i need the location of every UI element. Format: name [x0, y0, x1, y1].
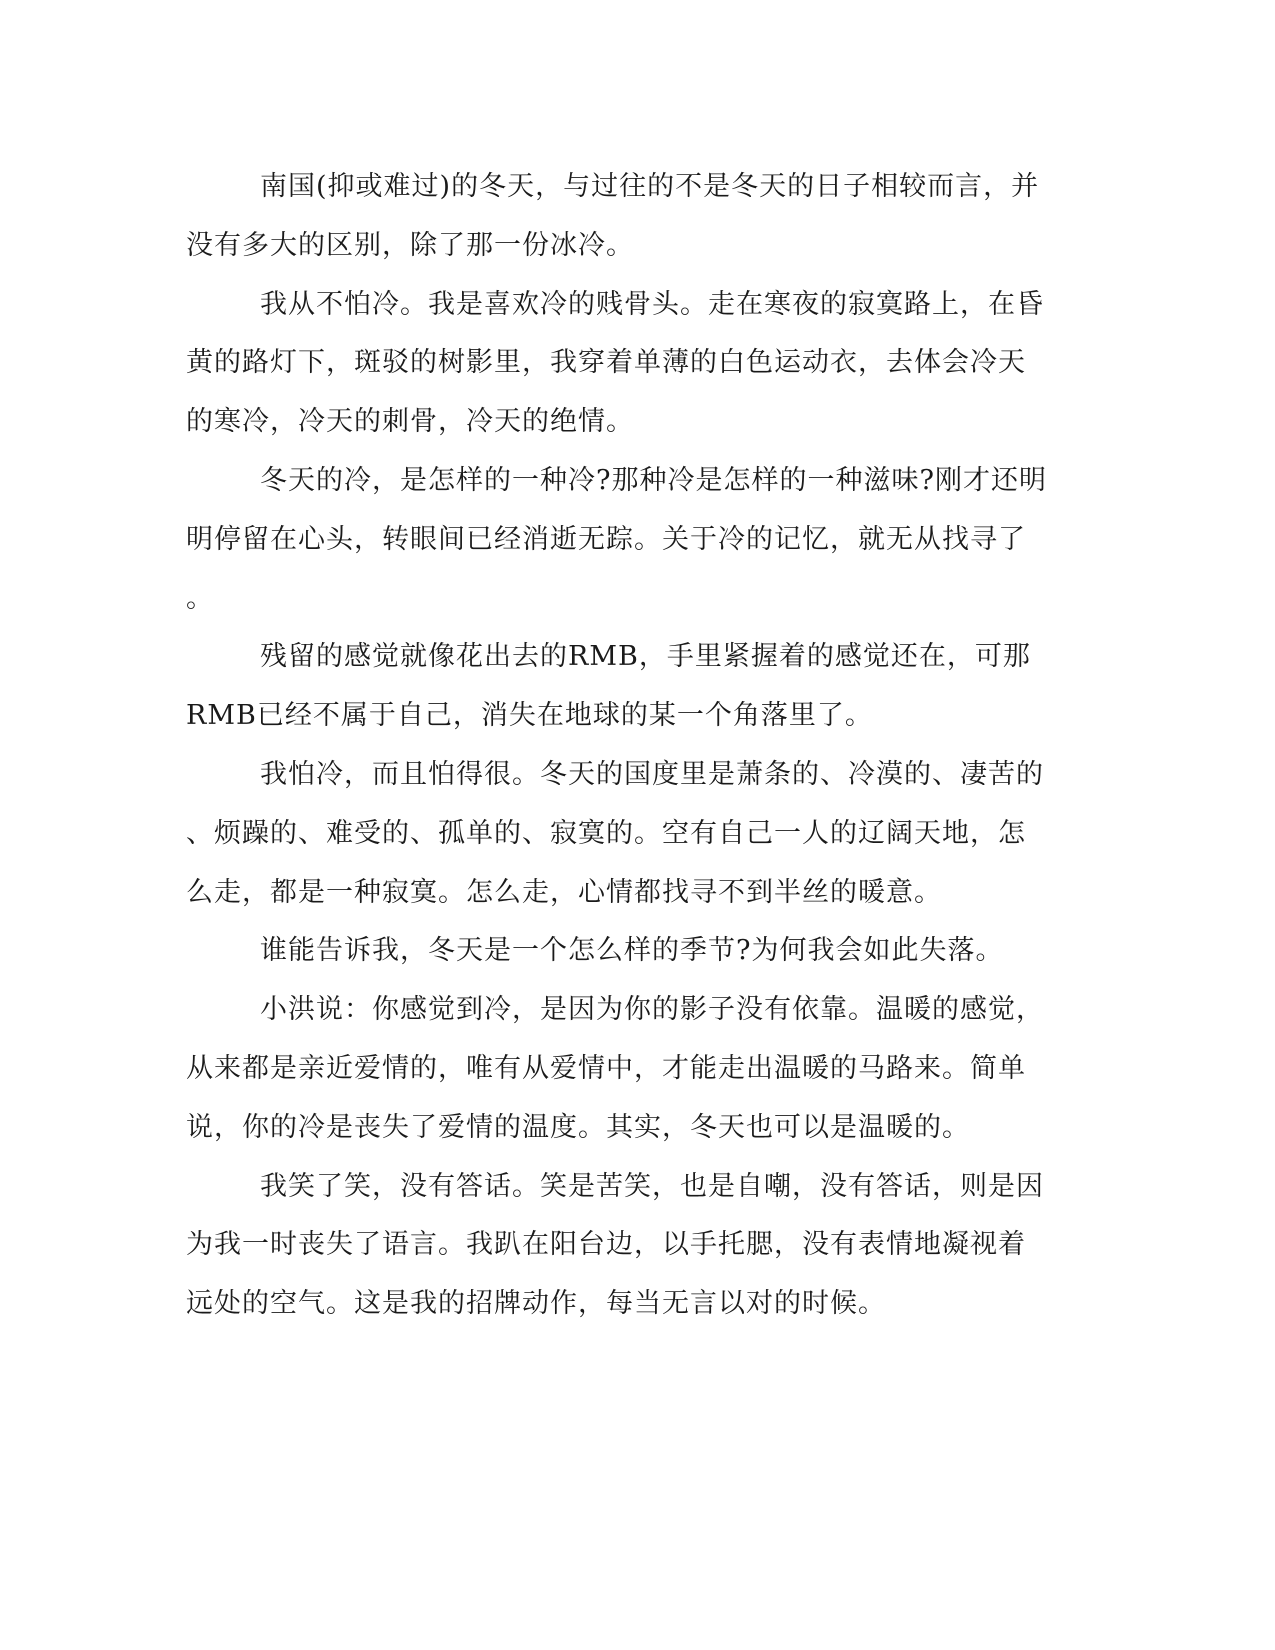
text-line: 南国(抑或难过)的冬天，与过往的不是冬天的日子相较而言，并 — [260, 171, 1040, 202]
text-line: 我笑了笑，没有答话。笑是苦笑，也是自嘲，没有答话，则是因 — [260, 1170, 1044, 1202]
paragraph-7 — [186, 981, 1086, 1157]
text-line: 小洪说：你感觉到冷，是因为你的影子没有依靠。温暖的感觉， — [260, 994, 1044, 1026]
text-line: 没有多大的区别，除了那一份冰冷。 — [186, 229, 634, 261]
paragraph-3 — [186, 452, 1086, 628]
text-line: 。 — [186, 582, 214, 614]
document-body — [186, 158, 1086, 1334]
paragraph-1 — [186, 158, 1086, 276]
text-line: 明停留在心头，转眼间已经消逝无踪。关于冷的记忆，就无从找寻了 — [186, 523, 1026, 555]
text-line: 么走，都是一种寂寞。怎么走，心情都找寻不到半丝的暖意。 — [186, 876, 942, 908]
text-line: 为我一时丧失了语言。我趴在阳台边，以手托腮，没有表情地凝视着 — [186, 1229, 1026, 1261]
paragraph-6 — [186, 922, 1086, 981]
text-line: 、烦躁的、难受的、孤单的、寂寞的。空有自己一人的辽阔天地，怎 — [186, 817, 1026, 849]
paragraph-2 — [186, 276, 1086, 452]
text-line: 冬天的冷，是怎样的一种冷?那种冷是怎样的一种滋味?刚才还明 — [260, 464, 1047, 496]
paragraph-5 — [186, 746, 1086, 922]
text-line: 残留的感觉就像花出去的RMB，手里紧握着的感觉还在，可那 — [260, 641, 1031, 673]
text-line: 黄的路灯下，斑驳的树影里，我穿着单薄的白色运动衣，去体会冷天 — [186, 347, 1026, 379]
text-line: 我怕冷，而且怕得很。冬天的国度里是萧条的、冷漠的、凄苦的 — [260, 758, 1044, 790]
text-line: 谁能告诉我，冬天是一个怎么样的季节?为何我会如此失落。 — [260, 935, 1004, 967]
text-line: RMB已经不属于自己，消失在地球的某一个角落里了。 — [186, 700, 873, 732]
text-line: 的寒冷，冷天的刺骨，冷天的绝情。 — [186, 406, 634, 438]
paragraph-8 — [186, 1158, 1086, 1334]
text-line: 说，你的冷是丧失了爱情的温度。其实，冬天也可以是温暖的。 — [186, 1111, 970, 1143]
text-line: 远处的空气。这是我的招牌动作，每当无言以对的时候。 — [186, 1288, 886, 1320]
text-line: 从来都是亲近爱情的，唯有从爱情中，才能走出温暖的马路来。简单 — [186, 1052, 1026, 1084]
text-line: 我从不怕冷。我是喜欢冷的贱骨头。走在寒夜的寂寞路上，在昏 — [260, 288, 1044, 320]
paragraph-4 — [186, 628, 1086, 746]
